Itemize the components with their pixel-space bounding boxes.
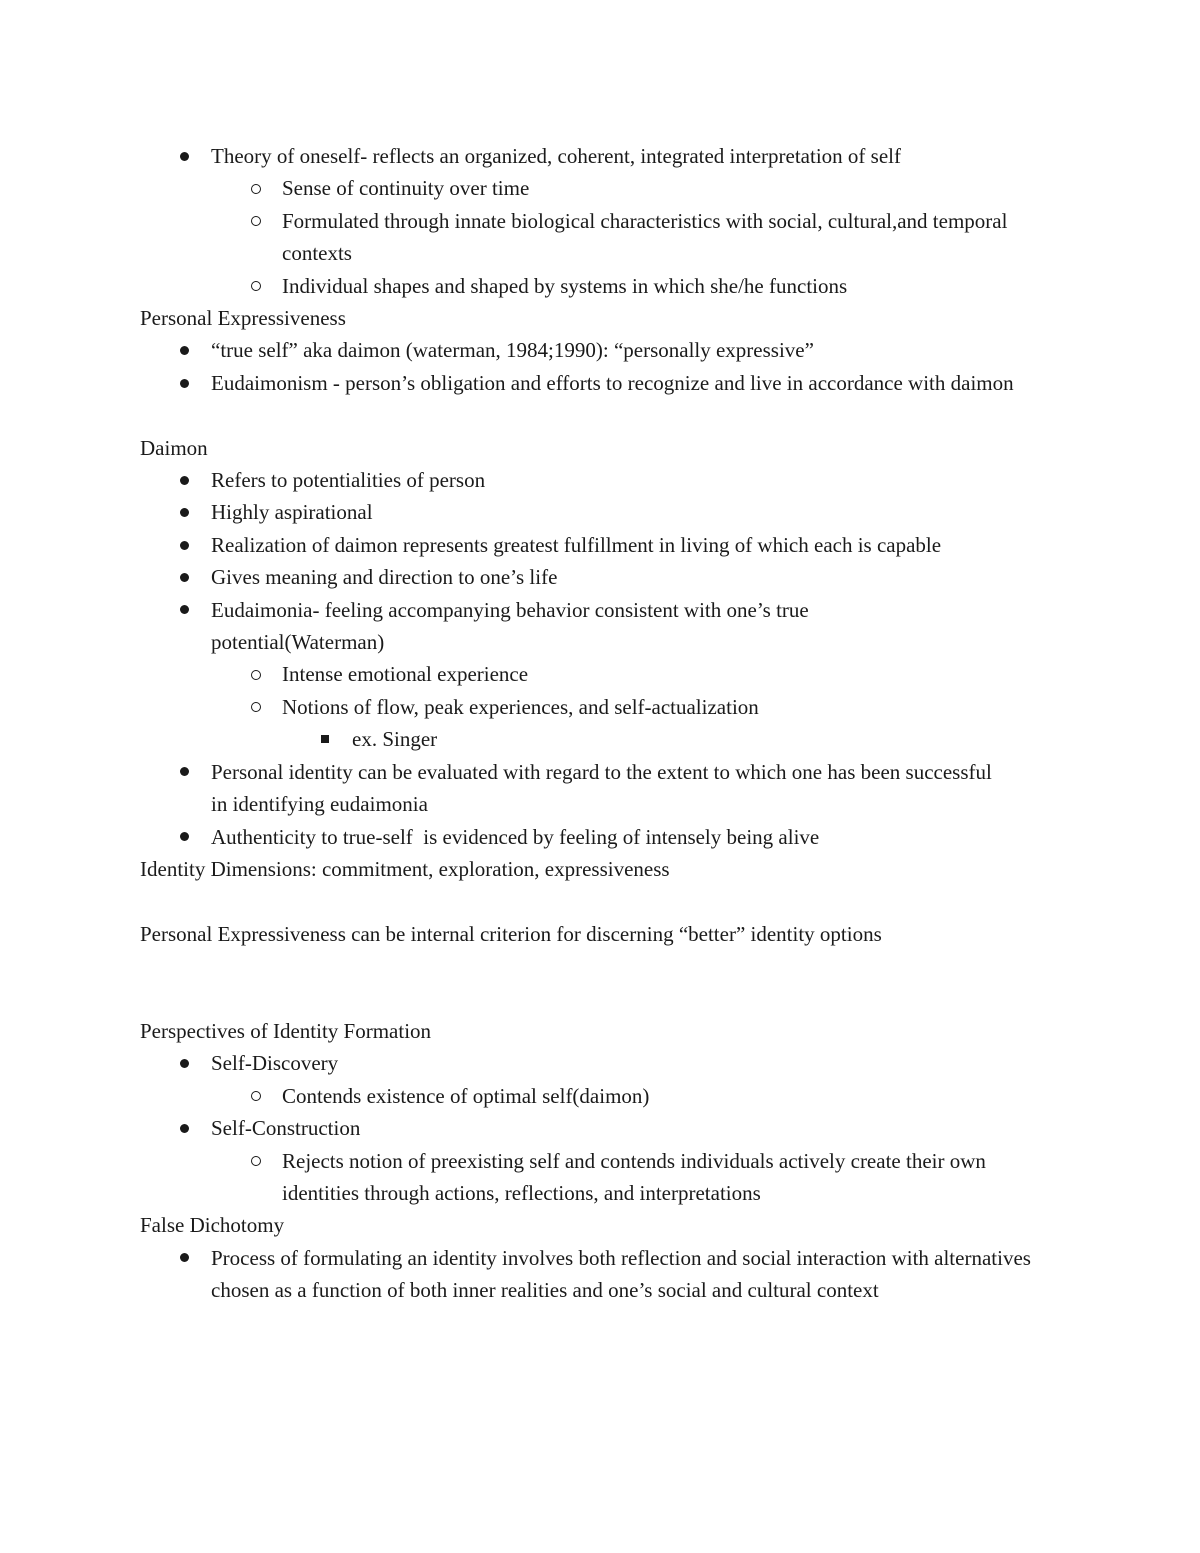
bullet-list [140, 1047, 1060, 1209]
bullet-circle-icon [249, 691, 263, 723]
list-item [140, 1242, 1060, 1307]
list-item [140, 367, 1060, 399]
list-item [140, 691, 1060, 723]
bullet-dot-icon [177, 594, 191, 626]
list-item-text: “true self” aka daimon (waterman, 1984;1990): “personally expressive” [211, 338, 814, 363]
list-item [140, 1047, 1060, 1079]
list-item [140, 723, 1060, 755]
list-item [140, 1080, 1060, 1112]
list-item-text: Eudaimonia- feeling accompanying behavior consistent with one’s true potential(Waterman) [211, 597, 809, 655]
list-item [140, 334, 1060, 366]
blank-line [140, 399, 1060, 431]
bullet-list [140, 140, 1060, 302]
list-item-text: Personal identity can be evaluated with regard to the extent to which one has been successful in identifying eudaimonia [211, 759, 992, 817]
bullet-dot-icon [177, 1112, 191, 1144]
list-item [140, 1112, 1060, 1144]
list-item-text: Gives meaning and direction to one’s life [211, 565, 558, 590]
bullet-circle-icon [249, 205, 263, 237]
list-item [140, 658, 1060, 690]
bullet-circle-icon [249, 1145, 263, 1177]
section-heading: False Dichotomy [140, 1213, 285, 1238]
list-item-text: Sense of continuity over time [282, 176, 530, 201]
bullet-square-icon [318, 723, 332, 755]
section-heading: Perspectives of Identity Formation [140, 1018, 432, 1043]
list-item [140, 496, 1060, 528]
list-item-text: Authenticity to true-self is evidenced by feeling of intensely being alive [211, 824, 820, 849]
section-heading: Daimon [140, 435, 208, 460]
document-body [140, 140, 1060, 1307]
bullet-dot-icon [177, 561, 191, 593]
list-item [140, 140, 1060, 172]
list-item-text: Formulated through innate biological characteristics with social, cultural,and temporal contexts [282, 208, 1008, 266]
bullet-circle-icon [249, 270, 263, 302]
list-item [140, 529, 1060, 561]
list-item [140, 1145, 1060, 1210]
list-item-text: Eudaimonism - person’s obligation and efforts to recognize and live in accordance with daimon [211, 370, 1014, 395]
bullet-list [140, 1242, 1060, 1307]
bullet-circle-icon [249, 172, 263, 204]
blank-line [140, 950, 1060, 1015]
list-item-text: Realization of daimon represents greatest fulfillment in living of which each is capable [211, 532, 942, 557]
bullet-circle-icon [249, 658, 263, 690]
bullet-dot-icon [177, 1242, 191, 1274]
list-item [140, 172, 1060, 204]
list-item-text: Self-Discovery [211, 1051, 339, 1076]
list-item-text: Contends existence of optimal self(daimon) [282, 1083, 650, 1108]
list-item [140, 205, 1060, 270]
list-item [140, 561, 1060, 593]
bullet-dot-icon [177, 367, 191, 399]
list-item [140, 270, 1060, 302]
bullet-dot-icon [177, 1047, 191, 1079]
bullet-dot-icon [177, 529, 191, 561]
list-item-text: Individual shapes and shaped by systems in which she/he functions [282, 273, 848, 298]
bullet-dot-icon [177, 464, 191, 496]
bullet-dot-icon [177, 334, 191, 366]
section-heading: Personal Expressiveness [140, 306, 346, 331]
list-item-text: Intense emotional experience [282, 662, 529, 687]
list-item-text: Notions of flow, peak experiences, and self-actualization [282, 694, 759, 719]
internal-criterion-text: Personal Expressiveness can be internal criterion for discerning “better” identity options [140, 921, 882, 946]
list-item-text: Process of formulating an identity involves both reflection and social interaction with alternatives chosen as a function of both inner realities and one’s social and cultural context [211, 1245, 1031, 1303]
bullet-list [140, 464, 1060, 853]
identity-dimensions-text: Identity Dimensions: commitment, exploration, expressiveness [140, 856, 670, 881]
list-item-text: Rejects notion of preexisting self and contends individuals actively create their own identities through actions, reflections, and interpretations [282, 1148, 986, 1205]
bullet-list [140, 334, 1060, 399]
list-item-text: ex. Singer [352, 727, 438, 752]
bullet-dot-icon [177, 496, 191, 528]
bullet-dot-icon [177, 756, 191, 788]
list-item-text: Theory of oneself- reflects an organized, coherent, integrated interpretation of self [211, 144, 901, 168]
bullet-dot-icon [177, 140, 191, 172]
list-item [140, 821, 1060, 853]
bullet-dot-icon [177, 821, 191, 853]
list-item-text: Highly aspirational [211, 500, 373, 525]
bullet-circle-icon [249, 1080, 263, 1112]
list-item [140, 756, 1060, 821]
list-item [140, 464, 1060, 496]
blank-line [140, 885, 1060, 917]
list-item [140, 594, 1060, 659]
list-item-text: Refers to potentialities of person [211, 468, 486, 493]
list-item-text: Self-Construction [211, 1116, 361, 1141]
